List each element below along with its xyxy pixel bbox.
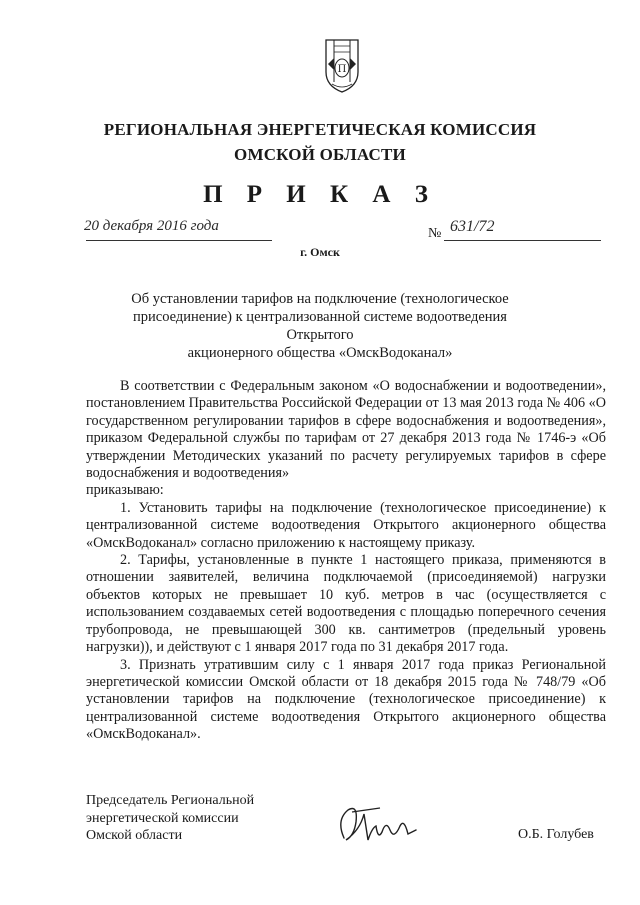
handwritten-signature — [334, 800, 424, 850]
subject-line: Об установлении тарифов на подключение (технологическое — [131, 291, 509, 307]
order-word: приказываю: — [86, 482, 164, 499]
order-item-3: 3. Признать утратившим силу с 1 января 2017 года приказ Региональной энергетической комиссии Омской области от 18 декабря 2015 года № 748/79 «Об установлении тарифов на подключение (технологическое присоединение) к централизованной системе водоотведения Открытого акционерного общества «ОмскВодоканал». — [86, 656, 606, 743]
emblem-letter: П — [337, 64, 347, 75]
order-body — [86, 378, 606, 744]
number-label: № — [428, 226, 442, 241]
signatory-title — [86, 792, 254, 845]
order-subject — [120, 290, 520, 362]
preamble-paragraph: В соответствии с Федеральным законом «О водоснабжении и водоотведении», постановлением Правительства Российской Федерации от 13 мая 2013 года № 406 «О государственном регулировании тарифов в сфере водоснабжения и водоотведения», приказом Федеральной службы по тарифам от 27 декабря 2013 года № 1746-э «Об утверждении Методических указаний по расчету регулируемых тарифов в сфере водоснабжения и водоотведения» — [86, 378, 606, 482]
organization-name-line2: ОМСКОЙ ОБЛАСТИ — [234, 145, 406, 164]
subject-line: акционерного общества «ОмскВодоканал» — [187, 345, 453, 361]
order-item-1: 1. Установить тарифы на подключение (технологическое присоединение) к централизованной системе водоотведения Открытого акционерного общества «ОмскВодоканал» согласно приложению к настоящему приказу. — [86, 499, 606, 551]
signatory-name: О.Б. Голубев — [518, 827, 594, 842]
handwritten-date: 20 декабря 2016 года — [84, 218, 219, 234]
signatory-title-line: энергетической комиссии — [86, 810, 239, 826]
order-item-2: 2. Тарифы, установленные в пункте 1 настоящего приказа, применяются в отношении заявителей, величина подключаемой (присоединяемой) нагрузки объектов которых не превышает 10 куб. метров в час (осуществляется с использованием создаваемых сетей водоотведения с площадью поперечного сечения трубопровода, не превышающей 300 кв. сантиметров (предельный уровень нагрузки)), и действуют с 1 января 2017 года по 31 декабря 2017 года. — [86, 552, 606, 656]
handwritten-number: 631/72 — [450, 218, 495, 235]
signatory-title-line: Председатель Региональной — [86, 793, 255, 808]
signatory-title-line: Омской области — [86, 828, 183, 843]
city-label: г. Омск — [300, 245, 340, 259]
coat-of-arms-emblem — [322, 36, 362, 96]
document-type-title: П Р И К А З — [203, 181, 437, 208]
organization-name-line1: РЕГИОНАЛЬНАЯ ЭНЕРГЕТИЧЕСКАЯ КОМИССИЯ — [103, 120, 537, 139]
subject-line: присоединение) к централизованной системе водоотведения Открытого — [133, 309, 507, 343]
